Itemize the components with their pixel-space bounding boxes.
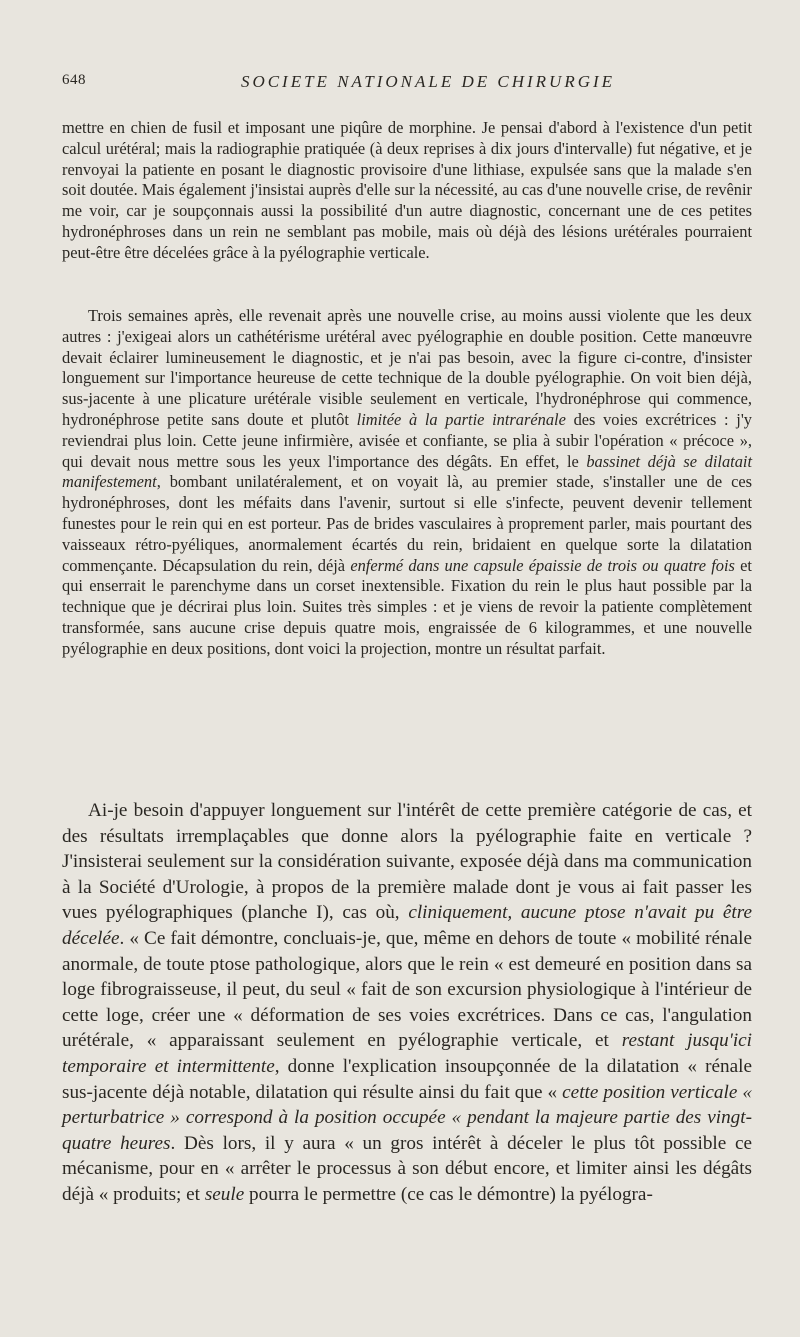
paragraph-case-report <box>62 306 752 660</box>
paragraph-text: des voies excrétrices : j'y reviendrai plus loin. Cette jeune infirmière, avisée et confiante, se plia à subir l'opération « précoce », qui devait nous mettre sous les yeux l'importance des dégâts. En effet, le <box>62 409 752 471</box>
italic-phrase: enfermé dans une capsule épaissie de trois ou quatre fois <box>350 555 735 575</box>
italic-phrase: bassinet déjà se dilatait manifestement <box>62 451 753 492</box>
italic-phrase: cette position verticale « perturbatrice » correspond à la position occupée « pendant la majeure partie des vingt-quatre heures <box>62 1081 752 1154</box>
paragraph-text: et qui enserrait le parenchyme dans un corset inextensible. Fixation du rein le plus haut possible par la technique que je décrirai plus loin. Suites très simples : et je viens de revoir la patiente complètement transformée, sans aucune crise depuis quatre mois, engraissée de 6 kilogrammes, et une nouvelle pyélographie en deux positions, dont voici la projection, montre un résultat parfait. <box>62 555 752 658</box>
italic-phrase: cliniquement, aucune ptose n'avait pu être décelée <box>62 902 752 949</box>
paragraph-text: pourra le permettre (ce cas le démontre) la pyélogra- <box>244 1183 653 1205</box>
paragraph-text: Ai-je besoin d'appuyer longuement sur l'intérêt de cette première catégorie de cas, et des résultats irremplaçables que donne alors la pyélographie faite en verticale ? J'insisterai seulement sur la considération suivante, exposée déjà dans ma communication à la Société d'Urologie, à propos de la première malade dont je vous ai fait passer les vues pyélographiques (planche I), cas où, <box>62 800 752 924</box>
page-number: 648 <box>62 72 86 88</box>
paragraph-text: , bombant unilatéralement, et on voyait là, au premier stade, s'installer une de ces hydronéphroses, dont les méfaits dans l'avenir, surtout si elle s'infecte, peuvent devenir tellement funestes pour le rein qui en est porteur. Pas de brides vasculaires à proprement parler, mais pourtant des vaisseaux rétro-pyéliques, anormalement écartés du rein, bridaient en quelque sorte la dilatation commençante. Décapsulation du rein, déjà <box>62 472 752 575</box>
paragraph-text: mettre en chien de fusil et imposant une piqûre de morphine. Je pensai d'abord à l'existence d'un petit calcul urétéral; mais la radiographie pratiquée (à deux reprises à dix jours d'intervalle) fut négative, et je renvoyai la patiente en posant le diagnostic provisoire d'une lithiase, expulsée sans que la malade s'en soit doutée. Mais également j'insistai auprès d'elle sur la nécessité, au cas d'une nouvelle crise, de revênir me voir, car je soupçonnais aussi la possibilité d'un autre diagnostic, concernant une de ces petites hydronéphroses dans un rein ne semblant pas mobile, mais où déjà des lésions urétérales pourraient peut-être être décelées grâce à la pyélographie verticale. <box>62 118 752 262</box>
italic-phrase: restant jusqu'ici temporaire et intermittente <box>62 1030 752 1077</box>
paragraph-text: . « Ce fait démontre, concluais-je, que, même en dehors de toute « mobilité rénale anormale, de toute ptose pathologique, alors que le rein « est demeuré en position dans sa loge fibrograisseuse, il peut, du seul « fait de son excursion physiologique à l'intérieur de cette loge, créer une « déformation de ses voies excrétrices. Dans ce cas, l'angulation urétérale, « apparaissant seulement en pyélographie verticale, et <box>62 927 752 1052</box>
paragraph-continuation <box>62 118 752 264</box>
paragraph-text: , donne l'explication insoupçonnée de la dilatation « rénale sus-jacente déjà notable, dilatation qui résulte ainsi du fait que « <box>62 1055 752 1103</box>
italic-phrase: limitée à la partie intrarénale <box>356 409 566 429</box>
running-head: SOCIETE NATIONALE DE CHIRURGIE <box>240 72 616 91</box>
italic-phrase: seule <box>204 1183 245 1205</box>
paragraph-text: . Dès lors, il y aura « un gros intérêt à déceler le plus tôt possible ce mécanisme, pour en « arrêter le processus à son début encore, et limiter ainsi les dégâts déjà « produits; et <box>62 1132 752 1205</box>
page-header <box>62 72 754 96</box>
paragraph-discussion <box>62 798 752 1208</box>
paragraph-text: Trois semaines après, elle revenait après une nouvelle crise, au moins aussi violente que les deux autres : j'exigeai alors un cathétérisme urétéral avec pyélographie en double position. Cette manœuvre devait éclairer lumineusement le diagnostic, et je n'ai pas besoin, avec la figure ci-contre, d'insister longuement sur l'importance heureuse de cette technique de la double pyélographie. On voit bien déjà, sus-jacente à une plicature urétérale visible seulement en verticale, l'hydronéphrose qui commence, hydronéphrose petite sans doute et plutôt <box>62 306 752 429</box>
